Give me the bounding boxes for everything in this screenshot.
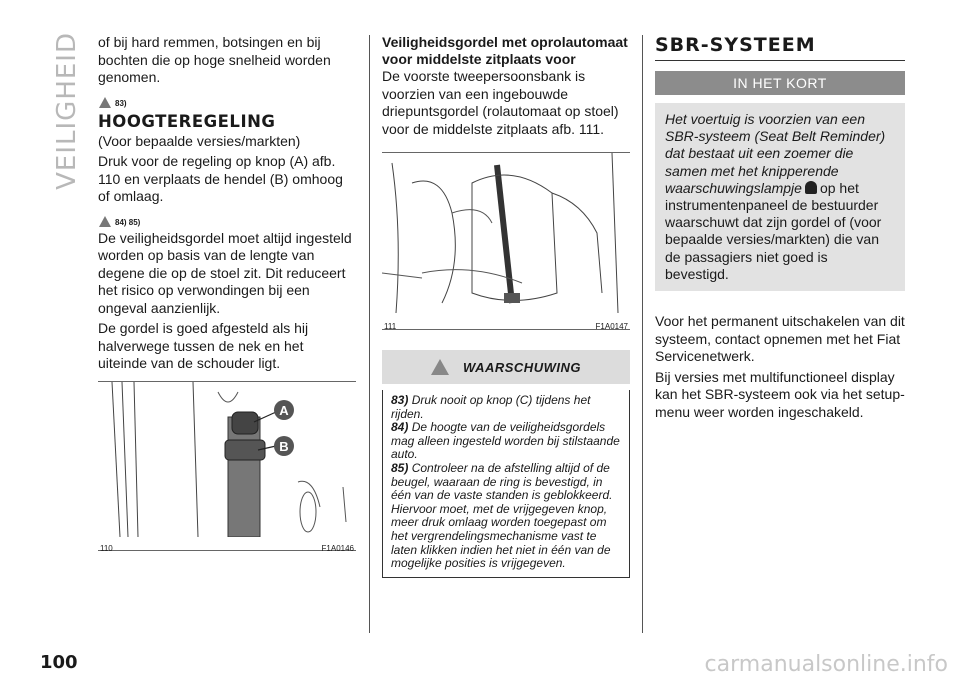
warning-ref: [99, 209, 356, 227]
seatbelt-warning-icon: [805, 181, 817, 194]
paragraph: De gordel is goed afgesteld als hij halverwege tussen de nek en het uiteinde van de schouder ligt.: [98, 320, 309, 371]
paragraph: Voor het permanent uitschakelen van dit systeem, contact opnemen met het Fiat Servicenetwerk.: [655, 313, 905, 365]
warning-number: 83): [391, 393, 409, 407]
summary-box: [655, 103, 905, 291]
warning-number: 84): [391, 420, 409, 435]
section-heading: SBR-SYSTEEM: [655, 34, 905, 61]
column-3: [655, 34, 905, 424]
paragraph: Druk voor de regeling op knop (A) afb. 110 en verplaats de hendel (B) omhoog of omlaag.: [98, 153, 343, 204]
warning-item: [391, 394, 621, 421]
warning-box: [382, 390, 630, 578]
summary-italic: Het voertuig is voorzien van een SBR-systeem (Seat Belt Reminder) dat bestaat uit een zoemer die samen met het knipperende waarschuwingslampje: [665, 111, 886, 196]
figure-111: [382, 152, 630, 330]
warning-triangle-icon: [99, 216, 111, 227]
paragraph: Bij versies met multifunctioneel display kan het SBR-systeem ook via het setup-menu weer worden ingeschakeld.: [655, 368, 905, 420]
summary-text: [665, 111, 895, 283]
callout-label-a: A: [279, 402, 289, 418]
belt-adjuster-illustration: [98, 382, 356, 537]
warning-triangle-icon: [99, 97, 111, 108]
warning-header: [382, 350, 630, 384]
page-number: 100: [40, 652, 78, 673]
paragraph: De veiligheidsgordel moet altijd ingesteld worden op basis van de lengte van degene die op de stoel zit. Dit reduceert het risico op verwondingen bij een ongeval aanzienlijk.: [98, 229, 352, 316]
warning-triangle-icon: [431, 359, 449, 375]
figure-caption: [382, 320, 630, 331]
figure-code: F1A0147: [595, 322, 628, 331]
warning-title: WAARSCHUWING: [463, 359, 581, 375]
intro-text: of bij hard remmen, botsingen en bij bochten die op hoge snelheid worden genomen.: [98, 34, 331, 85]
warning-item: [391, 462, 621, 571]
summary-text-rest: instrumentenpaneel de bestuurder waarschuwt dat zijn gordel of (voor bepaalde versies/markten) die van de passagiers niet goed is bevestigd.: [665, 197, 882, 282]
section-subtitle: (Voor bepaalde versies/markten): [98, 132, 301, 149]
watermark: carmanualsonline.info: [704, 652, 948, 677]
warning-ref: [99, 90, 356, 108]
warning-text: De hoogte van de veiligheidsgordels mag alleen ingesteld worden bij stilstaande auto.: [391, 420, 620, 462]
figure-110: [98, 381, 356, 551]
figure-number: 110: [100, 543, 113, 553]
warning-item: [391, 421, 621, 462]
warning-ref-number: 83): [115, 98, 127, 108]
figure-caption: [98, 542, 356, 553]
callout-label-b: B: [279, 438, 289, 454]
column-2: [382, 34, 630, 578]
subsection-heading: Veiligheidsgordel met oprolautomaat voor middelste zitplaats voor: [382, 34, 628, 67]
paragraph: De voorste tweepersoonsbank is voorzien van een ingebouwde driepuntsgordel (rolautomaat op stoel) voor de middelste zitplaats afb. 111.: [382, 68, 619, 137]
warning-number: 85): [391, 460, 409, 475]
warning-text: Druk nooit op knop (C) tijdens het rijden.: [391, 393, 591, 421]
section-heading: HOOGTEREGELING: [98, 111, 276, 131]
summary-text-rest: op het: [819, 179, 859, 196]
warning-ref-number: 84) 85): [115, 217, 141, 227]
column-divider: [369, 35, 370, 633]
figure-number: 111: [384, 322, 397, 331]
column-1: [98, 34, 356, 551]
figure-code: F1A0146: [321, 543, 354, 553]
warning-text: Controleer na de afstelling altijd of de beugel, waaraan de ring is bevestigd, in één van de vaste standen is geblokkeerd. Hiervoor moet, met de vrijgegeven knop, meer druk omlaag worden toegepast om het vergrendelingsmechanisme vast te laten klikken indien het niet in één van de mogelijke posities is vrijgegeven.: [391, 460, 613, 571]
column-divider: [642, 35, 643, 633]
seat-belt-illustration: [382, 153, 630, 315]
summary-header: IN HET KORT: [655, 71, 905, 95]
section-tab: VEILIGHEID: [52, 32, 82, 190]
